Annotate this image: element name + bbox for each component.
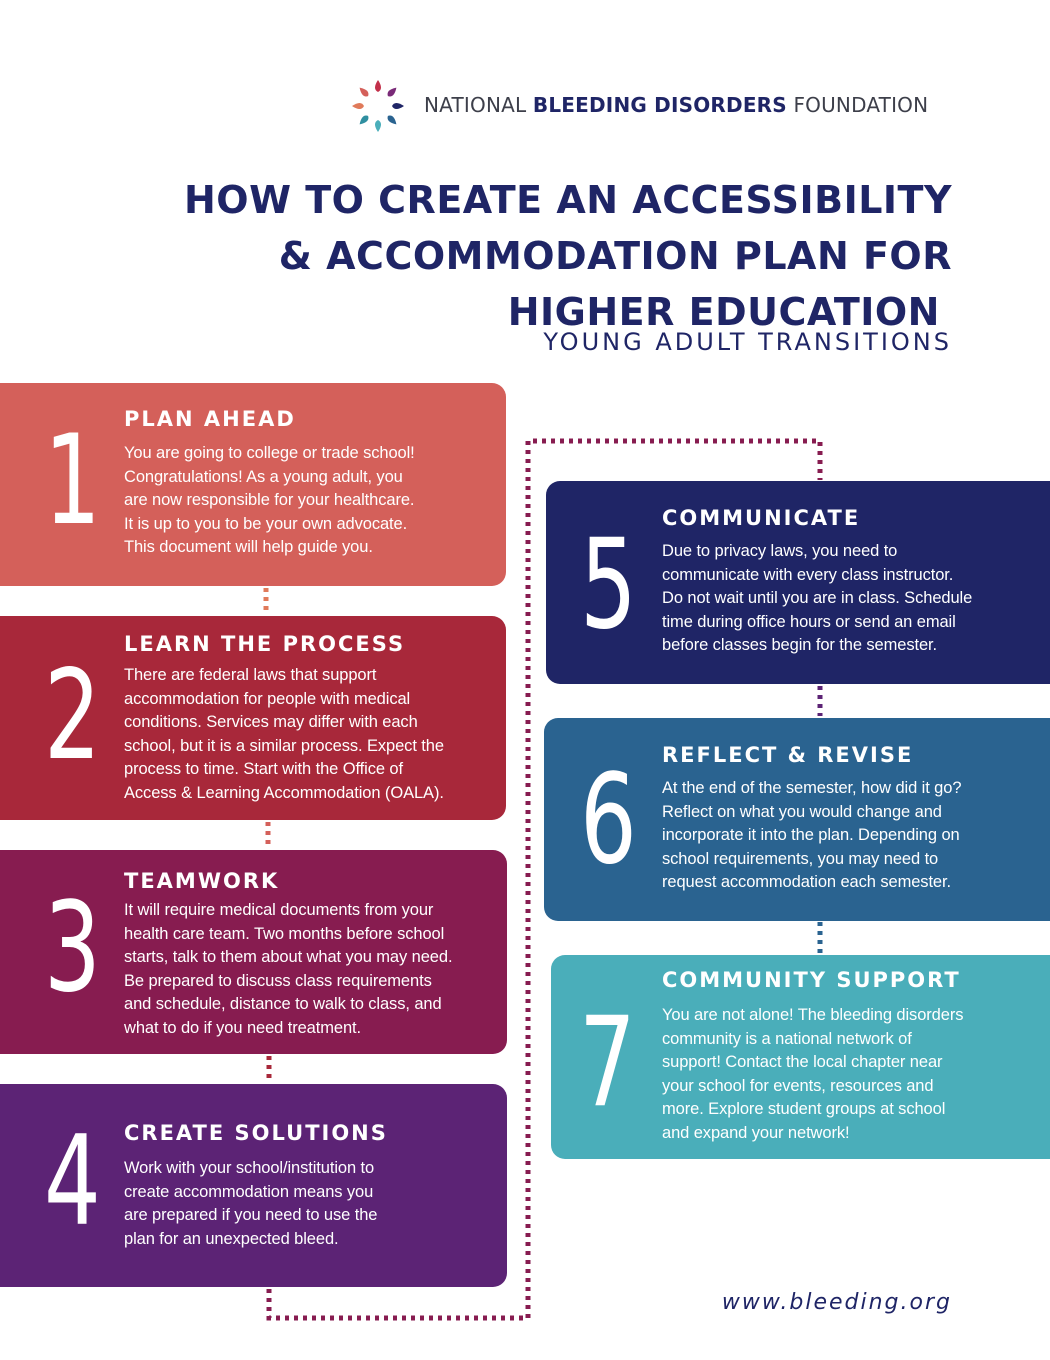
step-card-1 <box>0 383 506 586</box>
step-heading: LEARN THE PROCESS <box>124 632 406 656</box>
step-heading: TEAMWORK <box>124 869 280 893</box>
step-number: 3 <box>44 876 100 1020</box>
step-number: 7 <box>579 991 635 1135</box>
step-number: 5 <box>580 513 636 657</box>
title-line-1: HOW TO CREATE AN ACCESSIBILITY <box>183 178 952 222</box>
step-number: 4 <box>44 1110 100 1254</box>
step-heading: PLAN AHEAD <box>124 407 296 431</box>
title-line-3: HIGHER EDUCATION <box>507 290 940 334</box>
step-body: Due to privacy laws, you need to communicate with every class instructor. Do not wait until you are in class. Schedule time during office hours or send an email before classes begin for the semester. <box>662 542 973 654</box>
title-line-2: & ACCOMMODATION PLAN FOR <box>278 234 952 278</box>
org-name-prefix: NATIONAL <box>424 93 533 117</box>
step-card-7 <box>551 955 1050 1159</box>
step-body: It will require medical documents from your health care team. Two months before school starts, talk to them about what you may need. Be prepared to discuss class requirements and schedule, distance to walk to class, and what to do if you need treatment. <box>124 901 453 1037</box>
step-number: 1 <box>44 409 100 553</box>
step-body: Work with your school/institution to create accommodation means you are prepared if you need to use the plan for an unexpected bleed. <box>124 1159 378 1248</box>
step-body: There are federal laws that support accommodation for people with medical conditions. Services may differ with each school, but it is a similar process. Expect the process to time. Start with the Office of Access & Learning Accommodation (OALA). <box>124 666 444 802</box>
step-body: You are not alone! The bleeding disorders community is a national network of support! Contact the local chapter near your school for events, resources and more. Explore student groups at school and expand your network! <box>662 1006 964 1142</box>
page-subtitle: YOUNG ADULT TRANSITIONS <box>543 328 952 356</box>
step-heading: CREATE SOLUTIONS <box>124 1121 388 1145</box>
step-number: 2 <box>44 644 100 788</box>
step-card-6 <box>544 718 1050 921</box>
step-body: At the end of the semester, how did it go? Reflect on what you would change and incorporate it into the plan. Depending on school requirements, you may need to request accommodation each semester. <box>662 779 962 891</box>
step-heading: COMMUNITY SUPPORT <box>662 968 961 992</box>
step-heading: COMMUNICATE <box>662 506 861 530</box>
step-body: You are going to college or trade school! Congratulations! As a young adult, you are now responsible for your healthcare. It is up to you to be your own advocate. This document will help guide you. <box>124 444 415 556</box>
step-card-4 <box>0 1084 507 1287</box>
step-heading: REFLECT & REVISE <box>662 743 914 767</box>
step-card-2 <box>0 616 506 820</box>
org-name-suffix: FOUNDATION <box>786 93 929 117</box>
step-card-5 <box>546 481 1050 684</box>
step-card-3 <box>0 850 507 1054</box>
org-name-bold: BLEEDING DISORDERS <box>532 93 787 117</box>
step-number: 6 <box>580 748 636 892</box>
website-link[interactable]: www.bleeding.org <box>721 1290 952 1315</box>
